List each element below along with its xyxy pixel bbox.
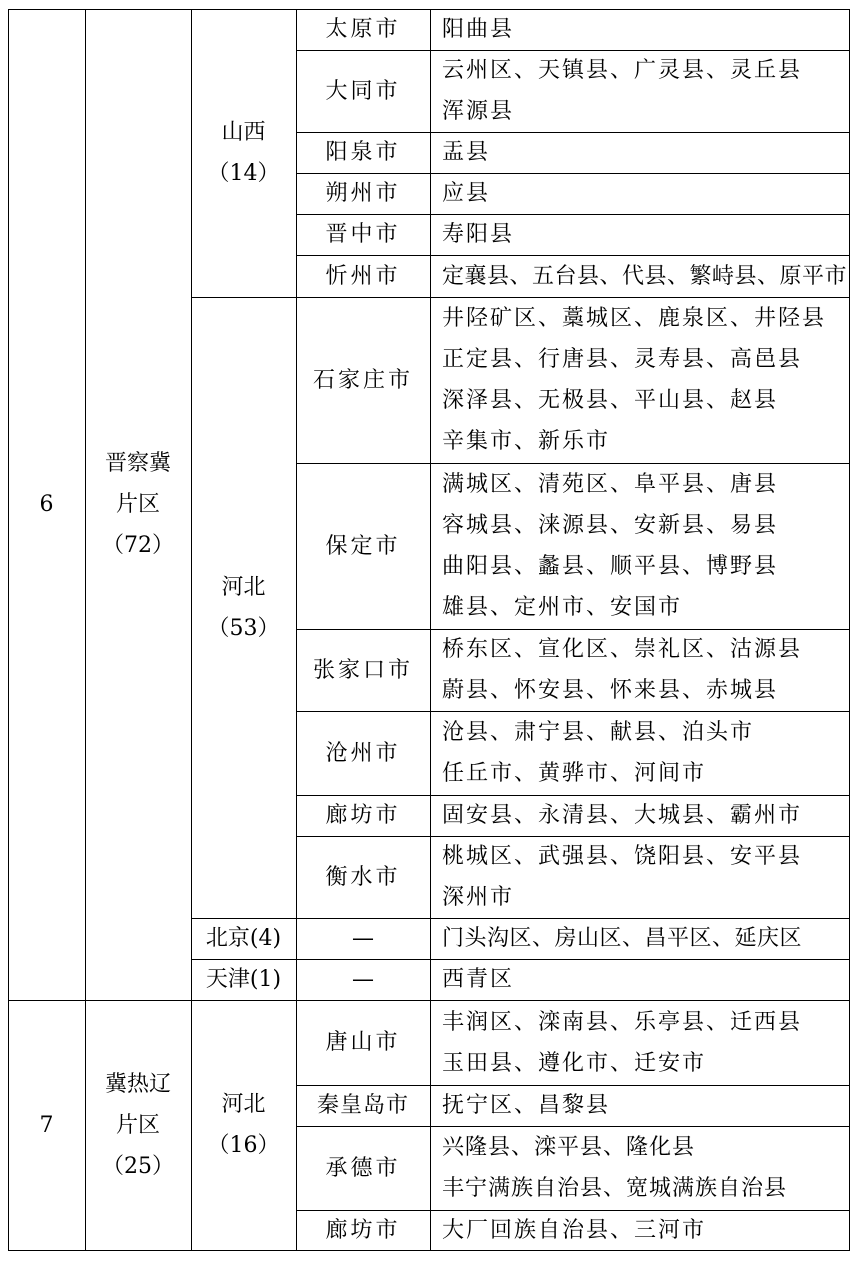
city-cell: 张家口市 (312, 657, 413, 683)
county-cell: 应县 (442, 181, 491, 206)
city-cell: 太原市 (325, 17, 401, 42)
province-name: 河北 （53） (207, 574, 280, 641)
county-cell: 寿阳县 (442, 222, 515, 247)
county-cell: 沧县、肃宁县、献县、泊头市 任丘市、黄骅市、河间市 (442, 720, 755, 786)
city-cell: 沧州市 (325, 740, 401, 766)
city-cell: 秦皇岛市 (316, 1093, 409, 1118)
zone-name: 晋察冀 片区 （72） (102, 451, 174, 558)
county-cell: 阳曲县 (442, 17, 515, 42)
county-cell: 桥东区、宣化区、崇礼区、沽源县 蔚县、怀安县、怀来县、赤城县 (442, 637, 803, 703)
county-cell: 大厂回族自治县、三河市 (442, 1217, 707, 1243)
group-number: 6 (39, 492, 54, 517)
city-cell: 大同市 (325, 78, 401, 104)
city-cell: 晋中市 (325, 222, 401, 247)
province-name: 山西 （14） (207, 120, 280, 186)
county-cell: 满城区、清苑区、阜平县、唐县 容城县、涞源县、安新县、易县 曲阳县、蠡县、顺平县、博野县 雄县、定州市、安国市 (442, 472, 779, 620)
county-cell: 定襄县、五台县、代县、繁峙县、原平市 (442, 263, 848, 289)
county-cell: 井陉矿区、藁城区、鹿泉区、井陉县 正定县、行唐县、灵寿县、高邑县 深泽县、无极县、平山县、赵县 辛集市、新乐市 (442, 306, 827, 454)
city-cell: 衡水市 (325, 864, 401, 890)
county-cell: 西青区 (442, 967, 515, 992)
county-cell: 兴隆县、滦平县、隆化县 丰宁满族自治县、宽城满族自治县 (442, 1135, 788, 1201)
county-cell: 桃城区、武强县、饶阳县、安平县 深州市 (442, 844, 803, 910)
city-cell: — (352, 967, 374, 992)
county-cell: 固安县、永清县、大城县、霸州市 (442, 803, 803, 828)
county-cell: 丰润区、滦南县、乐亭县、迁西县 玉田县、遵化市、迁安市 (442, 1009, 803, 1076)
zone-name: 冀热辽 片区 （25） (102, 1071, 174, 1179)
city-cell: 唐山市 (325, 1030, 401, 1055)
table-line (849, 9, 850, 1251)
city-cell: 保定市 (325, 533, 401, 559)
province-name: 北京(4) (205, 926, 282, 951)
table-line (8, 1250, 850, 1251)
county-cell: 门头沟区、房山区、昌平区、延庆区 (442, 926, 803, 951)
city-cell: 廊坊市 (325, 803, 401, 828)
city-cell: 阳泉市 (325, 140, 401, 165)
city-cell: 石家庄市 (312, 367, 413, 393)
city-cell: 廊坊市 (325, 1217, 401, 1243)
city-cell: 忻州市 (325, 263, 401, 289)
province-name: 天津(1) (205, 967, 282, 992)
county-cell: 盂县 (442, 140, 491, 165)
county-cell: 抚宁区、昌黎县 (442, 1093, 611, 1118)
city-cell: 承德市 (325, 1155, 401, 1181)
province-name: 河北 （16） (207, 1092, 280, 1158)
city-cell: 朔州市 (325, 181, 401, 206)
group-number: 7 (39, 1112, 54, 1138)
city-cell: — (352, 926, 374, 951)
county-cell: 云州区、天镇县、广灵县、灵丘县 浑源县 (442, 58, 803, 124)
